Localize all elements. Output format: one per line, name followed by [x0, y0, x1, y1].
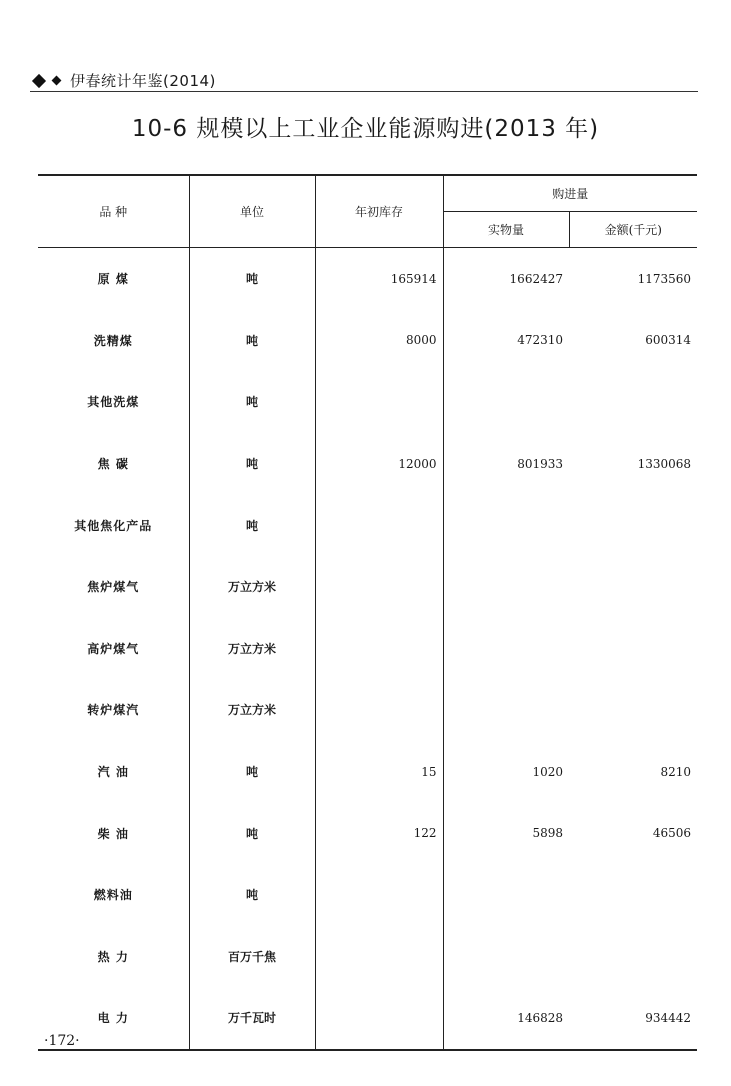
- row-opening-stock: 12000: [315, 433, 443, 495]
- row-unit: 万立方米: [189, 679, 315, 741]
- row-unit: 吨: [189, 433, 315, 495]
- row-amount: [569, 371, 697, 433]
- row-unit: 百万千焦: [189, 926, 315, 988]
- row-opening-stock: [315, 864, 443, 926]
- row-unit: 万立方米: [189, 556, 315, 618]
- row-amount: [569, 864, 697, 926]
- running-header: [34, 70, 216, 91]
- row-name: 柴 油: [38, 802, 189, 864]
- row-physical-quantity: 801933: [517, 456, 563, 471]
- row-unit: 吨: [189, 310, 315, 372]
- page-title: 10-6 规模以上工业企业能源购进(2013 年): [131, 116, 600, 142]
- row-opening-stock: 8000: [315, 310, 443, 372]
- table-row: [38, 679, 697, 741]
- row-opening-stock: 165914: [315, 248, 443, 310]
- row-unit: 万立方米: [189, 618, 315, 680]
- row-unit: 吨: [189, 494, 315, 556]
- row-name: 燃料油: [38, 864, 189, 926]
- row-physical-quantity: [443, 494, 569, 556]
- row-physical-quantity: [443, 679, 569, 741]
- row-amount: 1330068: [637, 456, 692, 471]
- table-row: [38, 556, 697, 618]
- table-row: [38, 864, 697, 926]
- row-unit: 吨: [189, 802, 315, 864]
- row-amount: 600314: [645, 333, 692, 348]
- row-opening-stock: [315, 679, 443, 741]
- row-unit: 吨: [189, 864, 315, 926]
- row-amount: [569, 679, 697, 741]
- row-name: 焦炉煤气: [38, 556, 189, 618]
- table-row: [38, 248, 697, 310]
- row-opening-stock: [315, 556, 443, 618]
- row-physical-quantity: [443, 371, 569, 433]
- table-row: [38, 741, 697, 803]
- row-amount: 8210: [660, 764, 692, 779]
- row-amount: 46506: [652, 826, 692, 841]
- row-physical-quantity: 146828: [443, 987, 569, 1050]
- row-name: 热 力: [38, 926, 189, 988]
- header-variety: 品 种: [38, 175, 189, 248]
- row-physical-quantity: [443, 618, 569, 680]
- row-physical-quantity: 5898: [532, 826, 563, 841]
- row-opening-stock: 122: [315, 802, 443, 864]
- book-title: 伊春统计年鉴(2014): [70, 72, 216, 90]
- row-physical-quantity: [443, 864, 569, 926]
- table-row: [38, 433, 697, 495]
- energy-purchase-table: [38, 174, 697, 1051]
- row-physical-quantity: 472310: [517, 333, 563, 348]
- header-divider: [30, 91, 698, 92]
- row-physical-quantity: [443, 556, 569, 618]
- table-row: [38, 802, 697, 864]
- row-amount: [569, 556, 697, 618]
- table-row: [38, 494, 697, 556]
- header-purchase: 购进量: [443, 175, 697, 212]
- row-amount: 934442: [569, 987, 697, 1050]
- diamond-icon: [52, 76, 62, 86]
- row-name: 焦 碳: [38, 433, 189, 495]
- row-name: 电 力: [38, 987, 189, 1050]
- header-physical: 实物量: [443, 212, 569, 248]
- table-row: [38, 987, 697, 1050]
- row-name: 其他焦化产品: [38, 494, 189, 556]
- page-number: ·172·: [44, 1033, 80, 1049]
- row-physical-quantity: 1020: [532, 764, 563, 779]
- row-name: 原 煤: [38, 248, 189, 310]
- row-amount: 1173560: [637, 271, 692, 286]
- row-opening-stock: [315, 926, 443, 988]
- row-name: 汽 油: [38, 741, 189, 803]
- header-amount: 金额(千元): [569, 212, 697, 248]
- row-unit: 吨: [189, 248, 315, 310]
- diamond-icon: [32, 73, 46, 87]
- row-unit: 吨: [189, 741, 315, 803]
- row-name: 洗精煤: [38, 310, 189, 372]
- row-amount: [569, 926, 697, 988]
- row-name: 转炉煤汽: [38, 679, 189, 741]
- row-opening-stock: [315, 371, 443, 433]
- row-physical-quantity: [443, 926, 569, 988]
- row-unit: 吨: [189, 371, 315, 433]
- row-name: 其他洗煤: [38, 371, 189, 433]
- row-physical-quantity: 1662427: [509, 271, 563, 286]
- row-opening-stock: [315, 494, 443, 556]
- table-row: [38, 618, 697, 680]
- row-amount: [569, 618, 697, 680]
- table-row: [38, 926, 697, 988]
- row-name: 高炉煤气: [38, 618, 189, 680]
- header-opening-stock: 年初库存: [315, 175, 443, 248]
- row-opening-stock: [315, 618, 443, 680]
- header-unit: 单位: [189, 175, 315, 248]
- row-unit: 万千瓦时: [189, 987, 315, 1050]
- table-row: [38, 371, 697, 433]
- row-amount: [569, 494, 697, 556]
- table-row: [38, 310, 697, 372]
- row-opening-stock: 15: [315, 741, 443, 803]
- row-opening-stock: [315, 987, 443, 1050]
